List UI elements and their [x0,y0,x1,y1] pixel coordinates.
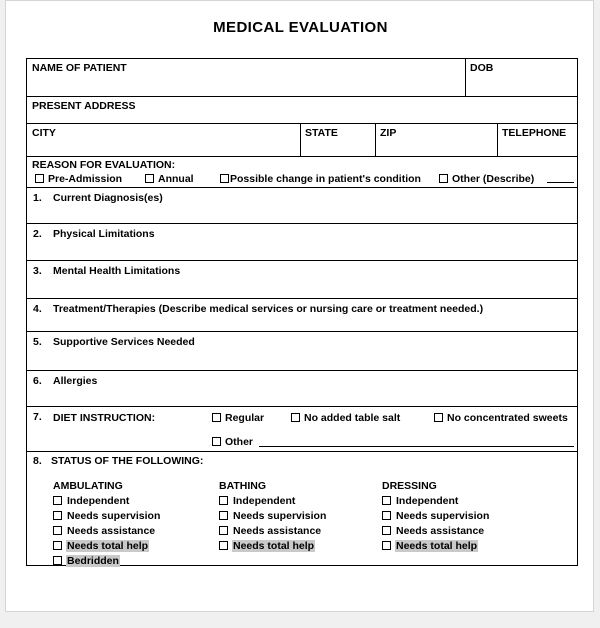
item-number: 7. [33,411,42,423]
checkbox-box-icon[interactable] [53,511,62,520]
checkbox-bathing-needs-total-help[interactable] [219,540,315,552]
checkbox-box-icon[interactable] [53,541,62,550]
item-label: Treatment/Therapies (Describe medical services or nursing care or treatment needed.) [53,303,484,315]
checkbox-bathing-needs-assistance[interactable] [219,525,322,537]
status-label: STATUS OF THE FOLLOWING: [51,455,204,467]
checkbox-label: Needs total help [67,540,149,552]
checkbox-label: Pre-Admission [48,173,123,185]
checkbox-box-icon[interactable] [382,526,391,535]
checkbox-box-icon[interactable] [53,526,62,535]
checkbox-bathing-independent[interactable] [219,495,296,507]
row-present-address [27,97,577,124]
checkbox-ambulating-independent[interactable] [53,495,130,507]
item-label: Current Diagnosis(es) [53,192,163,204]
item-number: 5. [33,336,42,348]
medical-evaluation-form [26,58,578,566]
item-4-field[interactable] [53,318,568,330]
row-item-2 [27,224,577,261]
page-title: MEDICAL EVALUATION [213,19,388,36]
reason-other-write-in-line[interactable] [547,182,574,183]
diet-other-write-in-line[interactable] [259,446,574,447]
diet-other-field[interactable] [261,435,571,446]
document-page [5,0,594,612]
checkbox-dressing-needs-supervision[interactable] [382,510,490,522]
checkbox-label: No added table salt [304,412,401,424]
checkbox-bathing-needs-supervision[interactable] [219,510,327,522]
checkbox-ambulating-needs-assistance[interactable] [53,525,156,537]
row-item-5 [27,332,577,371]
checkbox-diet-no-concentrated-sweets[interactable] [434,412,568,424]
checkbox-label: Independent [67,495,130,507]
checkbox-box-icon[interactable] [219,541,228,550]
checkbox-box-icon[interactable] [219,526,228,535]
diet-instruction-label: DIET INSTRUCTION: [53,412,156,424]
checkbox-label: Needs supervision [233,510,327,522]
checkbox-label: Needs supervision [396,510,490,522]
checkbox-box-icon[interactable] [212,413,221,422]
item-6-field[interactable] [53,390,568,404]
present-address-label: PRESENT ADDRESS [32,100,136,112]
dob-field[interactable] [470,76,570,94]
item-number: 8. [33,455,42,467]
row-name-dob [27,59,577,97]
divider-telephone [497,124,498,156]
checkbox-ambulating-bedridden[interactable] [53,555,120,567]
item-2-field[interactable] [53,243,568,257]
checkbox-box-icon[interactable] [220,174,229,183]
checkbox-other-describe[interactable] [439,173,534,185]
checkbox-box-icon[interactable] [382,541,391,550]
reason-heading: REASON FOR EVALUATION: [32,159,176,171]
checkbox-box-icon[interactable] [145,174,154,183]
checkbox-label: Needs assistance [233,525,322,537]
dob-label: DOB [470,62,494,74]
row-city-state-zip-phone [27,124,577,157]
item-label: Allergies [53,375,98,387]
status-column-heading-dressing: DRESSING [382,480,437,492]
item-number: 1. [33,192,42,204]
row-item-8-status [27,452,577,565]
checkbox-possible-change[interactable] [220,173,421,185]
telephone-field[interactable] [502,141,572,155]
status-column-heading-bathing: BATHING [219,480,267,492]
divider-zip [375,124,376,156]
checkbox-dressing-independent[interactable] [382,495,459,507]
checkbox-box-icon[interactable] [35,174,44,183]
checkbox-label: Bedridden [67,555,119,567]
checkbox-box-icon[interactable] [219,511,228,520]
checkbox-dressing-needs-assistance[interactable] [382,525,485,537]
row-item-4 [27,299,577,332]
item-number: 4. [33,303,42,315]
checkbox-box-icon[interactable] [212,437,221,446]
checkbox-label: Possible change in patient's condition [230,173,421,185]
checkbox-box-icon[interactable] [219,496,228,505]
state-label: STATE [305,127,338,139]
divider-dob [465,59,466,96]
checkbox-label: Independent [233,495,296,507]
zip-field[interactable] [380,141,490,155]
checkbox-label: No concentrated sweets [447,412,568,424]
checkbox-diet-other[interactable] [212,436,253,448]
item-label: Supportive Services Needed [53,336,195,348]
name-of-patient-field[interactable] [32,76,457,94]
checkbox-label: Needs total help [233,540,315,552]
telephone-label: TELEPHONE [502,127,567,139]
item-1-field[interactable] [53,207,568,221]
item-label: Physical Limitations [53,228,155,240]
row-item-1 [27,188,577,224]
name-of-patient-label: NAME OF PATIENT [32,62,127,74]
city-label: CITY [32,127,56,139]
zip-label: ZIP [380,127,397,139]
checkbox-box-icon[interactable] [439,174,448,183]
city-field[interactable] [32,141,294,155]
checkbox-box-icon[interactable] [382,511,391,520]
item-number: 6. [33,375,42,387]
item-5-field[interactable] [53,351,568,367]
row-item-7-diet [27,407,577,452]
checkbox-dressing-needs-total-help[interactable] [382,540,478,552]
checkbox-box-icon[interactable] [382,496,391,505]
status-column-heading-ambulating: AMBULATING [53,480,123,492]
checkbox-ambulating-needs-supervision[interactable] [53,510,161,522]
checkbox-label: Needs assistance [67,525,156,537]
item-label: Mental Health Limitations [53,265,181,277]
checkbox-pre-admission[interactable] [35,173,122,185]
item-3-field[interactable] [53,280,568,294]
checkbox-diet-no-added-salt[interactable] [291,412,400,424]
row-reason-for-evaluation [27,157,577,188]
divider-state [300,124,301,156]
checkbox-label: Needs assistance [396,525,485,537]
present-address-field[interactable] [32,113,572,123]
item-number: 3. [33,265,42,277]
checkbox-label: Other [225,436,254,448]
checkbox-label: Other (Describe) [452,173,535,185]
checkbox-box-icon[interactable] [53,556,62,565]
checkbox-label: Regular [225,412,265,424]
checkbox-annual[interactable] [145,173,194,185]
checkbox-label: Needs total help [396,540,478,552]
checkbox-label: Annual [158,173,194,185]
checkbox-label: Needs supervision [67,510,161,522]
checkbox-box-icon[interactable] [53,496,62,505]
row-item-6 [27,371,577,407]
checkbox-label: Independent [396,495,459,507]
state-field[interactable] [305,141,367,155]
checkbox-ambulating-needs-total-help[interactable] [53,540,149,552]
checkbox-box-icon[interactable] [434,413,443,422]
checkbox-diet-regular[interactable] [212,412,264,424]
checkbox-box-icon[interactable] [291,413,300,422]
row-item-3 [27,261,577,299]
item-number: 2. [33,228,42,240]
